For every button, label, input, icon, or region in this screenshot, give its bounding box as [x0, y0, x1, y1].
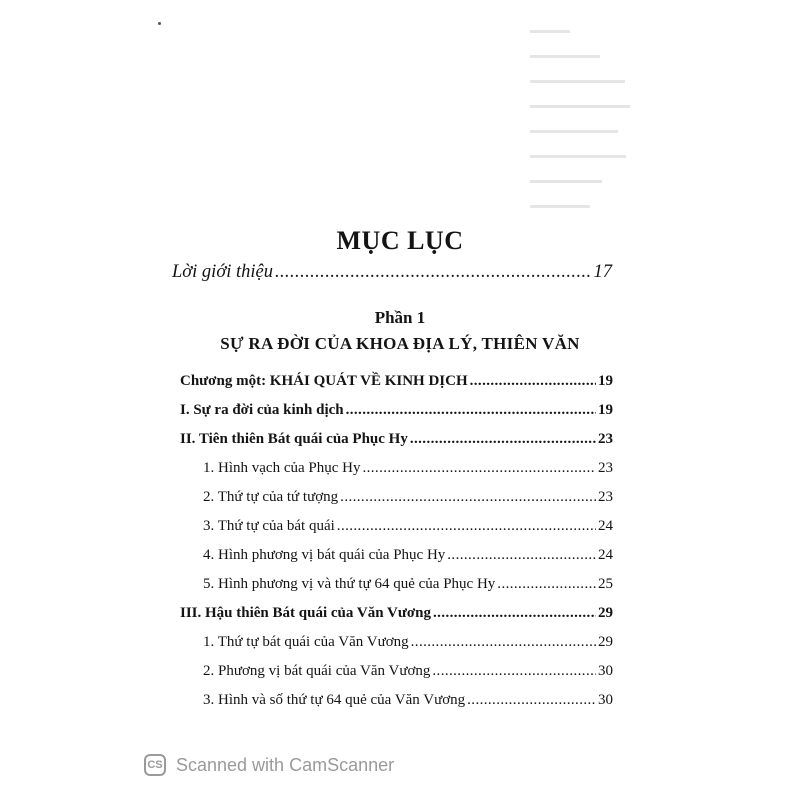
toc-entry-label: Lời giới thiệu	[172, 262, 273, 282]
dot-leader	[432, 663, 596, 680]
toc-entry-label: III. Hậu thiên Bát quái của Văn Vương	[180, 605, 431, 621]
dot-leader	[337, 518, 596, 535]
watermark-text: Scanned with CamScanner	[176, 754, 395, 775]
dot-leader	[275, 262, 592, 283]
toc-page-number: 19	[598, 373, 613, 389]
toc-entry	[203, 489, 613, 513]
toc-page-number: 23	[598, 489, 613, 505]
scanner-watermark	[144, 754, 394, 776]
part-title: SỰ RA ĐỜI CỦA KHOA ĐỊA LÝ, THIÊN VĂN	[220, 334, 580, 353]
toc-entry-intro	[172, 262, 612, 286]
dot-leader	[447, 547, 596, 564]
toc-entry-label: 3. Thứ tự của bát quái	[203, 518, 335, 534]
toc-entry-label: I. Sự ra đời của kinh dịch	[180, 402, 344, 418]
part-number: Phần 1	[374, 308, 426, 327]
dot-leader	[410, 431, 596, 448]
toc-entry	[203, 576, 613, 600]
toc-entry	[180, 373, 613, 397]
dot-leader	[467, 692, 596, 709]
toc-page-number: 30	[598, 663, 613, 679]
toc-entry	[180, 605, 613, 629]
ink-speck	[158, 22, 161, 25]
toc-entry-label: II. Tiên thiên Bát quái của Phục Hy	[180, 431, 408, 447]
toc-page-number: 23	[598, 460, 613, 476]
toc-entry	[180, 402, 613, 426]
toc-page-number: 24	[598, 547, 613, 563]
toc-entry-label: 5. Hình phương vị và thứ tự 64 quẻ của Phục Hy	[203, 576, 496, 592]
toc-entry-label: 3. Hình và số thứ tự 64 quẻ của Văn Vương	[203, 692, 466, 708]
toc-entry	[203, 547, 613, 571]
toc-page-number: 25	[598, 576, 613, 592]
toc-page-number: 19	[598, 402, 613, 418]
toc-entry	[203, 460, 613, 484]
toc-entry-label: 1. Thứ tự bát quái của Văn Vương	[203, 634, 409, 650]
toc-entry	[180, 431, 613, 455]
toc-entry-label: 2. Phương vị bát quái của Văn Vương	[203, 663, 431, 679]
dot-leader	[497, 576, 596, 593]
dot-leader	[346, 402, 596, 419]
toc-entry	[203, 518, 613, 542]
toc-entry-label: 1. Hình vạch của Phục Hy	[203, 460, 361, 476]
toc-page-number: 24	[598, 518, 613, 534]
toc-entry-label: 4. Hình phương vị bát quái của Phục Hy	[203, 547, 446, 563]
toc-entry-label: 2. Thứ tự của tứ tượng	[203, 489, 339, 505]
dot-leader	[433, 605, 596, 622]
dot-leader	[411, 634, 596, 651]
dot-leader	[470, 373, 596, 390]
toc-page-number: 30	[598, 692, 613, 708]
toc-page-number: 29	[598, 605, 613, 621]
toc-page-number: 23	[598, 431, 613, 447]
toc-entry	[203, 634, 613, 658]
toc-entry-label: Chương một: KHÁI QUÁT VỀ KINH DỊCH	[180, 373, 468, 389]
toc-title: MỤC LỤC	[336, 226, 464, 255]
camscanner-logo-icon: CS	[144, 754, 166, 776]
toc-page-number: 29	[598, 634, 613, 650]
toc-entry	[203, 663, 613, 687]
toc-page-number: 17	[593, 262, 612, 282]
dot-leader	[340, 489, 596, 506]
toc-entry	[203, 692, 613, 716]
dot-leader	[362, 460, 596, 477]
